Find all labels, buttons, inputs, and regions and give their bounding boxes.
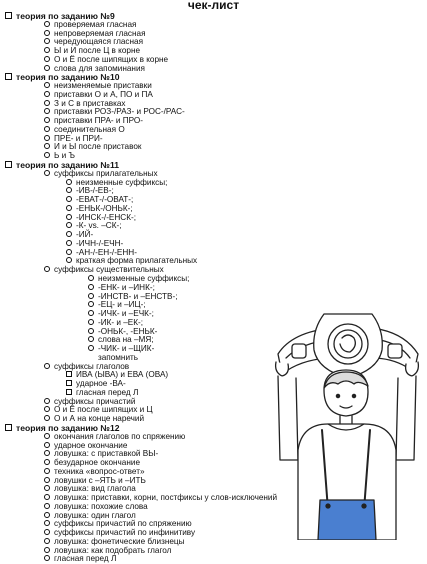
checklist-item-label: -ЕНЬК-/ОНЬК-; xyxy=(76,203,133,213)
checklist-item-label: соединительная О xyxy=(54,124,125,134)
bullet-circle-icon xyxy=(88,275,94,281)
checklist-item-label: ловушка: с приставкой ВЫ- xyxy=(54,449,159,459)
checklist-item-label: -ОНЬК-, -ЕНЬК- xyxy=(98,326,158,336)
bullet-circle-icon xyxy=(44,459,50,465)
checklist-item xyxy=(0,301,427,310)
checklist-item-label: суффиксы причастий xyxy=(54,396,136,406)
champion-belt-illustration xyxy=(272,310,422,540)
checklist-item-label: суффиксы причастий по спряжению xyxy=(54,519,192,529)
checklist-item-label: окончания глаголов по спряжению xyxy=(54,431,186,441)
bullet-circle-icon xyxy=(44,512,50,518)
checklist-item-label: теория по заданию №11 xyxy=(16,160,120,171)
checklist-item-label: -ИЧК- и –ЕЧК-; xyxy=(98,309,154,319)
checklist-item-label: ПРЕ- и ПРИ- xyxy=(54,133,103,143)
bullet-circle-icon xyxy=(44,100,50,106)
checklist-item-label: гласная перед Л xyxy=(54,554,117,564)
bullet-circle-icon xyxy=(44,143,50,149)
checklist-item-label: запомнить xyxy=(98,352,139,362)
checklist-item-label: чередующаяся гласная xyxy=(54,37,144,47)
bullet-circle-icon xyxy=(44,494,50,500)
checklist-item-label: З и С в приставках xyxy=(54,98,126,108)
bullet-circle-icon xyxy=(88,301,94,307)
checklist-item-label: -АН-/-ЕН-/-ЕНН- xyxy=(76,247,137,257)
checklist-item-label: -ИНСТВ- и –ЕНСТВ-; xyxy=(98,291,178,301)
checklist-item-label: О и Ё после шипящих и Ц xyxy=(54,405,153,415)
checklist-item xyxy=(0,293,427,302)
checklist-item-label: ловушка: приставки, корни, постфиксы у слов-исключений xyxy=(54,493,278,503)
checkbox-icon xyxy=(5,424,12,431)
bullet-circle-icon xyxy=(88,336,94,342)
bullet-circle-icon xyxy=(44,82,50,88)
checklist-item-label: -ЕВАТ-/-ОВАТ-; xyxy=(76,195,134,205)
checkbox-icon xyxy=(5,161,12,168)
checklist-item xyxy=(0,170,427,179)
checkbox-icon xyxy=(5,73,12,80)
checklist-item xyxy=(0,187,427,196)
checklist-item-label: приставки ПРА- и ПРО- xyxy=(54,116,144,126)
checklist-item xyxy=(0,222,427,231)
checklist-item-label: ловушки с –ЯТЬ и –ИТЬ xyxy=(54,475,146,485)
checklist-item-label: безударное окончание xyxy=(54,458,141,468)
bullet-circle-icon xyxy=(66,214,72,220)
bullet-circle-icon xyxy=(66,179,72,185)
checklist-item xyxy=(0,249,427,258)
bullet-circle-icon xyxy=(44,398,50,404)
bullet-circle-icon xyxy=(44,38,50,44)
checklist-item-label: техника «вопрос-ответ» xyxy=(54,466,145,476)
checklist-item-label: непроверяемая гласная xyxy=(54,28,146,38)
bullet-circle-icon xyxy=(44,108,50,114)
bullet-circle-icon xyxy=(44,520,50,526)
checklist-item-label: ударное -ВА- xyxy=(76,379,126,389)
checklist-item-label: неизменяемые приставки xyxy=(54,81,152,91)
checklist-item-label: слова для запоминания xyxy=(54,63,145,73)
checklist-item-label: ловушка: один глагол xyxy=(54,510,136,520)
bullet-circle-icon xyxy=(44,555,50,561)
checklist-item-label: теория по заданию №10 xyxy=(16,72,120,83)
checklist-item-label: И и Ы после приставок xyxy=(54,142,142,152)
checklist-item-label: ловушка: фонетические близнецы xyxy=(54,536,185,546)
bullet-circle-icon xyxy=(88,319,94,325)
checklist-item xyxy=(0,196,427,205)
bullet-circle-icon xyxy=(44,485,50,491)
checklist-item-label: -ЕНК- и –ИНК-; xyxy=(98,282,155,292)
bullet-circle-icon xyxy=(44,363,50,369)
checklist-item xyxy=(0,275,427,284)
bullet-circle-icon xyxy=(44,547,50,553)
checklist-item-label: проверяемая гласная xyxy=(54,19,137,29)
bullet-square-icon xyxy=(66,371,72,377)
checklist-item-label: суффиксы существительных xyxy=(54,265,164,275)
checklist-item-label: краткая форма прилагательных xyxy=(76,256,198,266)
bullet-square-icon xyxy=(66,380,72,386)
checklist-item-label: теория по заданию №9 xyxy=(16,11,115,21)
checklist-item-label: -ИЙ- xyxy=(76,230,94,240)
bullet-circle-icon xyxy=(44,442,50,448)
bullet-circle-icon xyxy=(44,30,50,36)
checklist-item-label: теория по заданию №12 xyxy=(16,422,120,433)
checklist-item-label: -ИЧН-/-ЕЧН- xyxy=(76,238,124,248)
bullet-circle-icon xyxy=(44,91,50,97)
checklist-item-label: суффиксы глаголов xyxy=(54,361,130,371)
checklist-item-label: суффиксы прилагательных xyxy=(54,168,158,178)
bullet-circle-icon xyxy=(44,126,50,132)
bullet-circle-icon xyxy=(66,231,72,237)
bullet-circle-icon xyxy=(44,477,50,483)
checklist-item xyxy=(0,231,427,240)
bullet-circle-icon xyxy=(44,117,50,123)
checklist-item xyxy=(0,284,427,293)
bullet-circle-icon xyxy=(44,170,50,176)
bullet-circle-icon xyxy=(44,450,50,456)
bullet-circle-icon xyxy=(88,310,94,316)
bullet-circle-icon xyxy=(88,345,94,351)
checklist-item-label: неизменные суффиксы; xyxy=(98,273,190,283)
checklist-item-label: О и А на конце наречий xyxy=(54,414,145,424)
checklist-item-label: О и Ё после шипящих в корне xyxy=(54,54,169,64)
bullet-circle-icon xyxy=(44,468,50,474)
bullet-circle-icon xyxy=(44,415,50,421)
bullet-circle-icon xyxy=(44,529,50,535)
checklist-item-label: -К- vs. –СК-; xyxy=(76,221,122,231)
bullet-circle-icon xyxy=(44,65,50,71)
bullet-circle-icon xyxy=(44,152,50,158)
checklist-item-label: ударное окончание xyxy=(54,440,128,450)
checklist-item xyxy=(0,240,427,249)
bullet-circle-icon xyxy=(66,196,72,202)
checklist-item-label: приставки РОЗ-/РАЗ- и РОС-/РАС- xyxy=(54,107,185,117)
checklist-item-label: -ИНСК-/-ЕНСК-; xyxy=(76,212,136,222)
bullet-circle-icon xyxy=(88,328,94,334)
checklist-item-label: гласная перед Л xyxy=(76,387,139,397)
checklist-item-label: -ИВ-/-ЕВ-; xyxy=(76,186,114,196)
bullet-circle-icon xyxy=(44,135,50,141)
checklist-item-label: слова на –МЯ; xyxy=(98,335,154,345)
bullet-circle-icon xyxy=(44,503,50,509)
bullet-circle-icon xyxy=(66,257,72,263)
checklist-item-label: неизменные суффиксы; xyxy=(76,177,168,187)
page-title: чек-лист xyxy=(187,0,240,12)
checklist-item-label: ИВА (ЫВА) и ЕВА (ОВА) xyxy=(76,370,169,380)
checklist-item-label: -ЧИК- и –ЩИК- xyxy=(98,344,155,354)
checklist-item-label: суффиксы причастий по инфинитиву xyxy=(54,528,196,538)
checklist-item xyxy=(0,214,427,223)
checklist-item xyxy=(0,205,427,214)
bullet-circle-icon xyxy=(66,240,72,246)
checkbox-icon xyxy=(5,12,12,19)
bullet-circle-icon xyxy=(66,222,72,228)
bullet-circle-icon xyxy=(44,406,50,412)
bullet-circle-icon xyxy=(44,433,50,439)
checklist-item-label: Ы и И после Ц в корне xyxy=(54,46,141,56)
checklist-item-label: -ИК- и –ЕК-; xyxy=(98,317,144,327)
checklist-item-label: ловушка: как подобрать глагол xyxy=(54,545,172,555)
bullet-circle-icon xyxy=(44,21,50,27)
bullet-circle-icon xyxy=(88,284,94,290)
checklist-item xyxy=(0,179,427,188)
bullet-circle-icon xyxy=(44,538,50,544)
checklist-item-label: -ЕЦ- и –ИЦ-; xyxy=(98,300,146,310)
checklist-item-label: ловушка: вид глагола xyxy=(54,484,136,494)
bullet-circle-icon xyxy=(66,249,72,255)
bullet-circle-icon xyxy=(88,293,94,299)
checklist-item-label: Ь и Ъ xyxy=(54,151,75,161)
checklist-item-label: приставки О и А, ПО и ПА xyxy=(54,89,153,99)
checklist-item-label: ловушка: похожие слова xyxy=(54,501,148,511)
bullet-circle-icon xyxy=(44,56,50,62)
bullet-circle-icon xyxy=(66,187,72,193)
bullet-square-icon xyxy=(66,389,72,395)
bullet-circle-icon xyxy=(44,266,50,272)
checklist-item xyxy=(0,266,427,275)
checklist-item xyxy=(0,555,427,564)
bullet-circle-icon xyxy=(66,205,72,211)
bullet-circle-icon xyxy=(44,47,50,53)
